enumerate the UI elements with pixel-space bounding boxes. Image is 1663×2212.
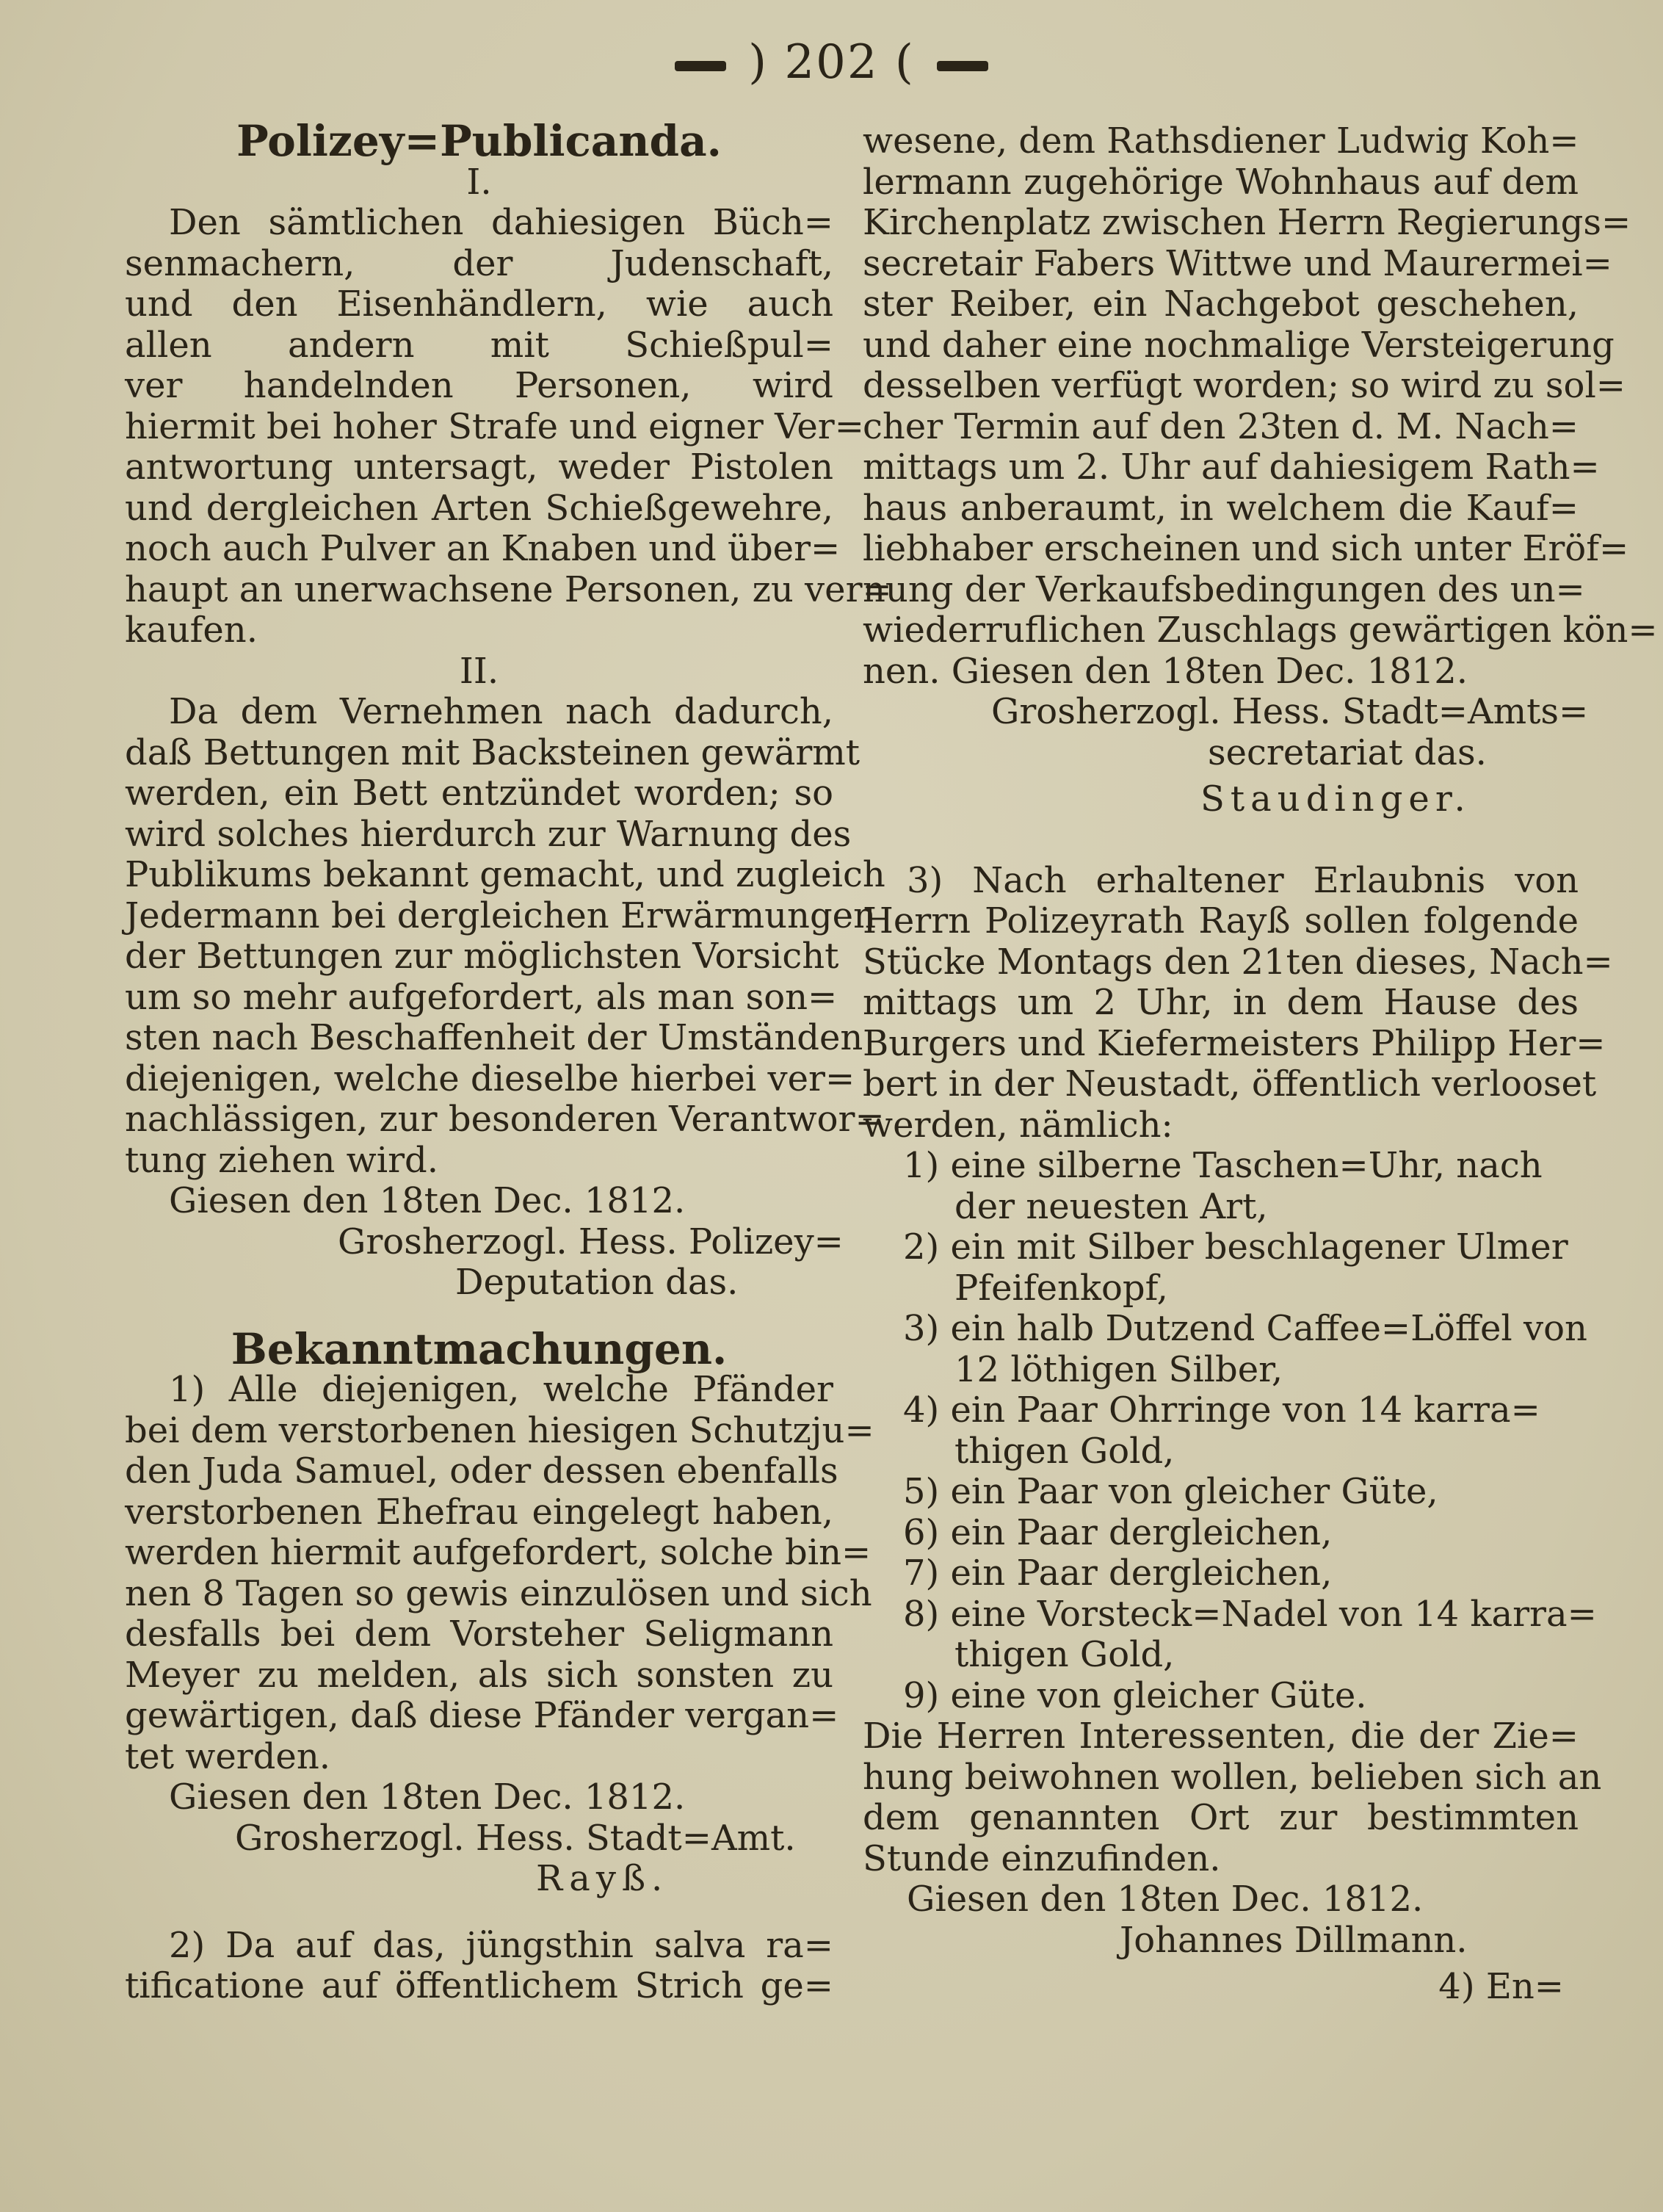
- sec2-line: diejenigen, welche dieselbe hierbei ver=: [125, 1058, 855, 1099]
- list-item-continuation: 12 löthigen Silber,: [954, 1348, 1283, 1390]
- list-item: 5) ein Paar von gleicher Güte,: [903, 1471, 1438, 1512]
- list-item: 2) ein mit Silber beschlagener Ulmer: [903, 1226, 1568, 1268]
- b2c-line: Kirchenplatz zwischen Herrn Regierungs=: [863, 202, 1631, 243]
- sec1-line: und dergleichen Arten Schießgewehre,: [125, 487, 833, 529]
- notice-2-signature-line-2: Deputation das.: [455, 1262, 739, 1303]
- b1-line: nen 8 Tagen so gewis einzulösen und sich: [125, 1572, 872, 1614]
- list-item-continuation: Pfeifenkopf,: [954, 1267, 1168, 1309]
- b3-line: Stücke Montags den 21ten dieses, Nach=: [863, 941, 1613, 983]
- list-item: 8) eine Vorsteck=Nadel von 14 karra=: [903, 1593, 1597, 1635]
- b1-line: bei dem verstorbenen hiesigen Schutzju=: [125, 1409, 874, 1451]
- sec2-line: Da dem Vernehmen nach dadurch,: [169, 691, 833, 732]
- b2c-line: liebhaber erscheinen und sich unter Eröf=: [863, 528, 1629, 569]
- b1-line: werden hiermit aufgefordert, solche bin=: [125, 1532, 872, 1573]
- b1-line: tet werden.: [125, 1735, 330, 1777]
- sec2-line: Jedermann bei dergleichen Erwärmungen: [125, 894, 876, 936]
- b2c-line: haus anberaumt, in welchem die Kauf=: [863, 487, 1579, 529]
- list-item: 7) ein Paar dergleichen,: [903, 1553, 1333, 1594]
- list-item-continuation: thigen Gold,: [954, 1430, 1175, 1472]
- b1-line: desfalls bei dem Vorsteher Seligmann: [125, 1613, 833, 1655]
- announcement-1-body: [125, 1369, 874, 1777]
- section-title-bekanntmachungen: Bekanntmachungen.: [231, 1323, 728, 1374]
- announcement-2-body-start: [125, 1926, 833, 2007]
- b3-line: Herrn Polizeyrath Rayß sollen folgende: [863, 900, 1579, 941]
- b3-line: mittags um 2 Uhr, in dem Hause des: [863, 982, 1579, 1023]
- b3-line: 3) Nach erhaltener Erlaubnis von: [907, 859, 1579, 901]
- list-item-continuation: der neuesten Art,: [954, 1185, 1268, 1227]
- b3-line: werden, nämlich:: [863, 1104, 1173, 1146]
- sec2-line: sten nach Beschaffenheit der Umständen: [125, 1017, 863, 1058]
- announcement-2-signature-line-1: Grosherzogl. Hess. Stadt=Amts=: [991, 691, 1589, 732]
- announcement-1-date: Giesen den 18ten Dec. 1812.: [169, 1777, 686, 1818]
- sec2-line: nachlässigen, zur besonderen Verantwor=: [125, 1099, 885, 1140]
- list-item-continuation: thigen Gold,: [954, 1634, 1175, 1675]
- sec2-line: Publikums bekannt gemacht, und zugleich: [125, 854, 885, 895]
- b2-line: tificatione auf öffentlichem Strich ge=: [125, 1965, 833, 2006]
- b2c-line: nung der Verkaufsbedingungen des un=: [863, 568, 1585, 610]
- list-item: 9) eine von gleicher Güte.: [903, 1674, 1367, 1716]
- b1-line: Meyer zu melden, als sich sonsten zu: [125, 1654, 833, 1696]
- b3close-line: dem genannten Ort zur bestimmten: [863, 1797, 1579, 1838]
- section-title-polizey: Polizey=Publicanda.: [236, 116, 722, 166]
- b3-line: Burgers und Kiefermeisters Philipp Her=: [863, 1022, 1606, 1064]
- announcement-2-signature-line-2: secretariat das.: [1208, 731, 1487, 773]
- page-number: ) 202 (: [748, 35, 915, 90]
- list-item: 3) ein halb Dutzend Caffee=Löffel von: [903, 1308, 1587, 1349]
- announcement-3-body: [863, 859, 1613, 1146]
- b2c-line: ster Reiber, ein Nachgebot geschehen,: [863, 283, 1579, 325]
- sec2-line: tung ziehen wird.: [125, 1139, 439, 1181]
- header-rule-right: [937, 61, 988, 71]
- b3close-line: hung beiwohnen wollen, belieben sich an: [863, 1756, 1602, 1798]
- sec1-line: noch auch Pulver an Knaben und über=: [125, 528, 841, 569]
- b1-line: 1) Alle diejenigen, welche Pfänder: [169, 1369, 833, 1410]
- b2c-line: lermann zugehörige Wohnhaus auf dem: [863, 161, 1579, 203]
- announcement-3-date: Giesen den 18ten Dec. 1812.: [907, 1879, 1424, 1920]
- notice-2-body: [125, 691, 885, 1181]
- announcement-1-signature-line-2: Rayß.: [536, 1858, 669, 1899]
- announcement-2-body-cont: [863, 120, 1658, 692]
- notice-1-body: [125, 202, 892, 651]
- sec2-line: wird solches hierdurch zur Warnung des: [125, 813, 852, 855]
- b1-line: den Juda Samuel, oder dessen ebenfalls: [125, 1450, 838, 1492]
- announcement-3-signature: Johannes Dillmann.: [1120, 1919, 1468, 1961]
- b2c-line: secretair Fabers Wittwe und Maurermei=: [863, 242, 1612, 284]
- sec2-line: um so mehr aufgefordert, als man son=: [125, 976, 838, 1018]
- sec1-line: haupt an unerwachsene Personen, zu ver=: [125, 568, 892, 610]
- b2-line: 2) Da auf das, jüngsthin salva ra=: [169, 1924, 833, 1966]
- sec1-line: und den Eisenhändlern, wie auch: [125, 283, 833, 325]
- notice-2-signature-line-1: Grosherzogl. Hess. Polizey=: [338, 1221, 844, 1262]
- b2c-line: wesene, dem Rathsdiener Ludwig Koh=: [863, 120, 1579, 162]
- b2c-line: wiederruflichen Zuschlags gewärtigen kön=: [863, 610, 1658, 651]
- section-number-1: I.: [466, 161, 492, 203]
- section-number-2: II.: [459, 650, 499, 692]
- left-column: [125, 116, 892, 2007]
- sec2-line: werden, ein Bett entzündet worden; so: [125, 773, 833, 814]
- b2c-line: und daher eine nochmalige Versteigerung: [863, 324, 1615, 366]
- announcement-2-signature-line-3: Staudinger.: [1200, 778, 1471, 820]
- catchword: 4) En=: [1438, 1966, 1564, 2007]
- b3close-line: Die Herren Interessenten, die der Zie=: [863, 1716, 1579, 1757]
- sec2-line: der Bettungen zur möglichsten Vorsicht: [125, 936, 839, 977]
- sec1-line: senmachern, der Judenschaft,: [125, 242, 833, 284]
- list-item: 6) ein Paar dergleichen,: [903, 1511, 1333, 1553]
- b1-line: gewärtigen, daß diese Pfänder vergan=: [125, 1695, 839, 1736]
- page-header: [0, 35, 1663, 90]
- b3close-line: Stunde einzufinden.: [863, 1837, 1221, 1879]
- b2c-line: desselben verfügt worden; so wird zu sol=: [863, 365, 1626, 406]
- sec1-line: antwortung untersagt, weder Pistolen: [125, 447, 833, 488]
- sec1-line: Den sämtlichen dahiesigen Büch=: [169, 202, 833, 243]
- b2c-line: cher Termin auf den 23ten d. M. Nach=: [863, 405, 1579, 447]
- b2c-line: nen. Giesen den 18ten Dec. 1812.: [863, 650, 1468, 692]
- right-column: [863, 120, 1658, 2008]
- header-rule-left: [675, 61, 726, 71]
- sec1-line: allen andern mit Schießpul=: [125, 324, 833, 366]
- notice-2-date: Giesen den 18ten Dec. 1812.: [169, 1180, 686, 1221]
- announcement-3-closing: [863, 1716, 1602, 1879]
- announcement-3-item-list: [863, 1145, 1597, 1716]
- announcement-1-signature-line-1: Grosherzogl. Hess. Stadt=Amt.: [235, 1817, 796, 1859]
- list-item: 4) ein Paar Ohrringe von 14 karra=: [903, 1389, 1540, 1431]
- b3-line: bert in der Neustadt, öffentlich verlooset: [863, 1063, 1597, 1105]
- b2c-line: mittags um 2. Uhr auf dahiesigem Rath=: [863, 447, 1600, 488]
- sec1-line: kaufen.: [125, 610, 258, 651]
- sec1-line: ver handelnden Personen, wird: [125, 365, 833, 406]
- sec2-line: daß Bettungen mit Backsteinen gewärmt: [125, 731, 861, 773]
- list-item: 1) eine silberne Taschen=Uhr, nach: [903, 1145, 1543, 1186]
- sec1-line: hiermit bei hoher Strafe und eigner Ver=: [125, 405, 864, 447]
- b1-line: verstorbenen Ehefrau eingelegt haben,: [125, 1491, 833, 1533]
